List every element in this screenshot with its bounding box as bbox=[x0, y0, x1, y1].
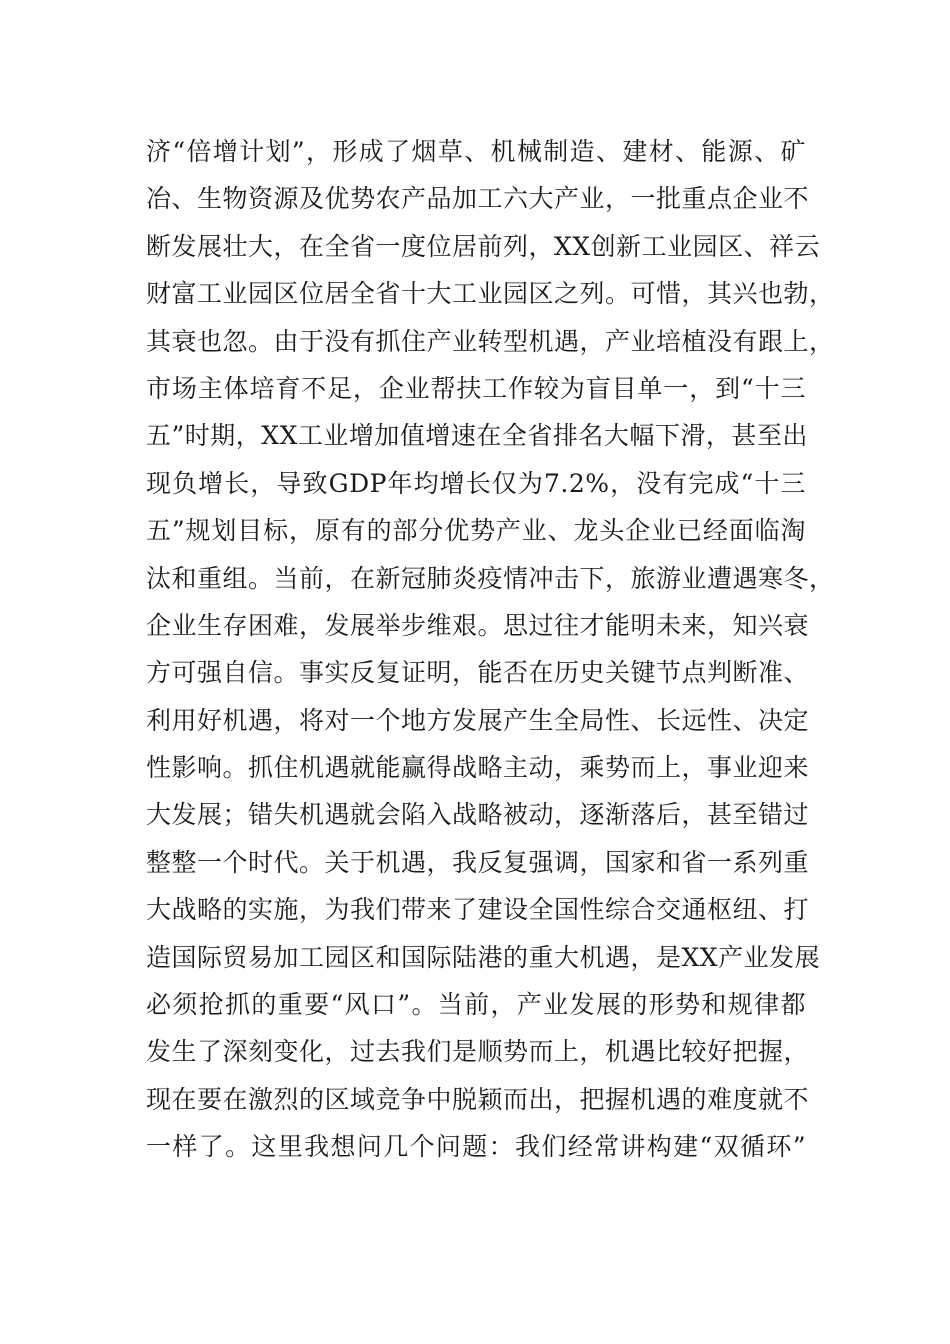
text-line: 性影响。抓住机遇就能赢得战略主动，乘势而上，事业迎来 bbox=[146, 753, 810, 783]
text-line: 市场主体培育不足，企业帮扶工作较为盲目单一，到“十三 bbox=[146, 373, 806, 403]
text-line: 一样了。这里我想问几个问题：我们经常讲构建“双循环” bbox=[146, 1132, 806, 1162]
text-line: 现在要在激烈的区域竞争中脱颖而出，把握机遇的难度就不 bbox=[146, 1084, 810, 1114]
text-line: 济“倍增计划”，形成了烟草、机械制造、建材、能源、矿 bbox=[146, 137, 806, 166]
text-line: 发生了深刻变化，过去我们是顺势而上，机遇比较好把握， bbox=[146, 1037, 810, 1067]
text-line: 现负增长，导致GDP年均增长仅为7.2%，没有完成“十三 bbox=[146, 468, 806, 498]
text-line: 必须抢抓的重要“风口”。当前，产业发展的形势和规律都 bbox=[146, 990, 806, 1020]
text-line: 造国际贸易加工园区和国际陆港的重大机遇，是XX产业发展 bbox=[146, 942, 821, 972]
text-line: 五”时期，XX工业增加值增速在全省排名大幅下滑，甚至出 bbox=[146, 421, 808, 451]
text-line: 其衰也忽。由于没有抓住产业转型机遇，产业培植没有跟上， bbox=[146, 326, 835, 356]
text-line: 五”规划目标，原有的部分优势产业、龙头企业已经面临淘 bbox=[146, 516, 806, 546]
text-line: 方可强自信。事实反复证明，能否在历史关键节点判断准、 bbox=[146, 658, 810, 688]
text-line: 大战略的实施，为我们带来了建设全国性综合交通枢纽、打 bbox=[146, 895, 810, 925]
text-line: 整整一个时代。关于机遇，我反复强调，国家和省一系列重 bbox=[146, 847, 810, 877]
text-line: 大发展；错失机遇就会陷入战略被动，逐渐落后，甚至错过 bbox=[146, 800, 810, 830]
body-text bbox=[146, 128, 835, 1171]
text-line: 断发展壮大，在全省一度位居前列，XX创新工业园区、祥云 bbox=[146, 231, 821, 261]
text-line: 汰和重组。当前，在新冠肺炎疫情冲击下，旅游业遭遇寒冬， bbox=[146, 563, 835, 593]
text-line: 冶、生物资源及优势农产品加工六大产业，一批重点企业不 bbox=[146, 184, 810, 214]
text-line: 财富工业园区位居全省十大工业园区之列。可惜，其兴也勃， bbox=[146, 279, 835, 309]
text-line: 利用好机遇，将对一个地方发展产生全局性、长远性、决定 bbox=[146, 705, 810, 735]
text-line: 企业生存困难，发展举步维艰。思过往才能明未来，知兴衰 bbox=[146, 610, 810, 640]
